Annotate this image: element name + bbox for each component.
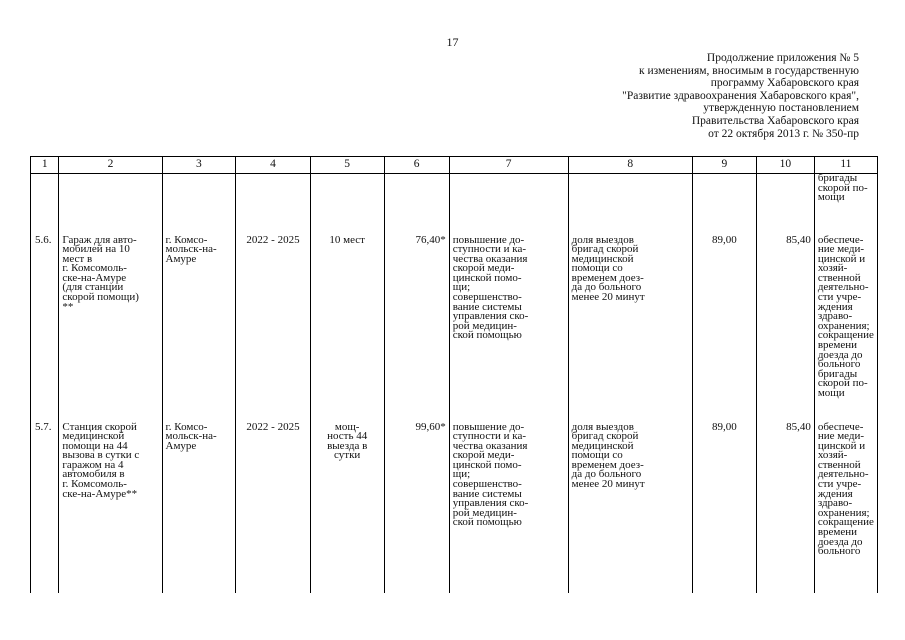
column-number-row (31, 157, 878, 174)
column-header: 11 (814, 157, 877, 174)
row-number: 5.7. (31, 423, 59, 593)
goal-cell: повышение до- ступности и ка- чества оказания скорой меди- цинской помо- щи; совершенство- вание системы управления ско- рой медицин- ской помощью (449, 423, 568, 593)
appendix-header (622, 52, 859, 140)
header-line: "Развитие здравоохранения Хабаровского края", (622, 89, 859, 102)
table-row (31, 423, 878, 593)
indicator-cell: доля выездов бригад скорой медицинской помощи со временем доез- да до больного менее 20 минут (568, 423, 692, 593)
column-header: 9 (692, 157, 756, 174)
header-line: к изменениям, вносимым в государственную (639, 64, 859, 77)
row-number: 5.6. (31, 236, 59, 423)
object-name-cell: Станция скорой медицинской помощи на 44 вызова в сутки с гаражом на 4 автомобиля в г. Комсомоль- ске-на-Амуре** (59, 423, 162, 593)
header-line: программу Хабаровского края (710, 77, 859, 90)
column-header: 3 (162, 157, 236, 174)
continuation-row (31, 174, 878, 236)
cost-cell: 99,60* (384, 423, 449, 593)
table-row (31, 236, 878, 423)
column-header: 8 (568, 157, 692, 174)
column-header: 2 (59, 157, 162, 174)
header-line: утвержденную постановлением (703, 102, 859, 115)
column-header: 1 (31, 157, 59, 174)
header-line: от 22 октября 2013 г. № 350-пр (708, 127, 859, 140)
column-header: 4 (236, 157, 311, 174)
column-header: 7 (449, 157, 568, 174)
header-line: Правительства Хабаровского края (691, 114, 859, 127)
header-line: Продолжение приложения № 5 (706, 52, 859, 64)
period-cell: 2022 - 2025 (236, 236, 311, 423)
location-cell: г. Комсо- мольск-на- Амуре (162, 236, 236, 423)
location-cell: г. Комсо- мольск-на- Амуре (162, 423, 236, 593)
capacity-cell: мощ- ность 44 выезда в сутки (310, 423, 384, 593)
value-col10-cell: 85,40 (756, 423, 814, 593)
value-col10-cell: 85,40 (756, 236, 814, 423)
object-name-cell: Гараж для авто- мобилей на 10 мест в г. Комсомоль- ске-на-Амуре (для станции скорой помощи) ** (59, 236, 162, 423)
column-header: 6 (384, 157, 449, 174)
value-col9-cell: 89,00 (692, 423, 756, 593)
effect-cell: обеспече- ние меди- цинской и хозяй- ственной деятельно- сти учре- ждения здраво- охранения; сокращение времени доезда до больного бригады скорой по- мощи (814, 236, 877, 423)
program-table (30, 156, 878, 593)
continued-effect-cell: бригады скорой по- мощи (814, 174, 877, 236)
effect-cell: обеспече- ние меди- цинской и хозяй- ственной деятельно- сти учре- ждения здраво- охранения; сокращение времени доезда до больного (814, 423, 877, 593)
cost-cell: 76,40* (384, 236, 449, 423)
page-number: 17 (446, 35, 459, 49)
indicator-cell: доля выездов бригад скорой медицинской помощи со временем доез- да до больного менее 20 минут (568, 236, 692, 423)
capacity-cell: 10 мест (310, 236, 384, 423)
column-header: 5 (310, 157, 384, 174)
value-col9-cell: 89,00 (692, 236, 756, 423)
column-header: 10 (756, 157, 814, 174)
goal-cell: повышение до- ступности и ка- чества оказания скорой меди- цинской помо- щи; совершенство- вание системы управления ско- рой медицин- ской помощью (449, 236, 568, 423)
period-cell: 2022 - 2025 (236, 423, 311, 593)
